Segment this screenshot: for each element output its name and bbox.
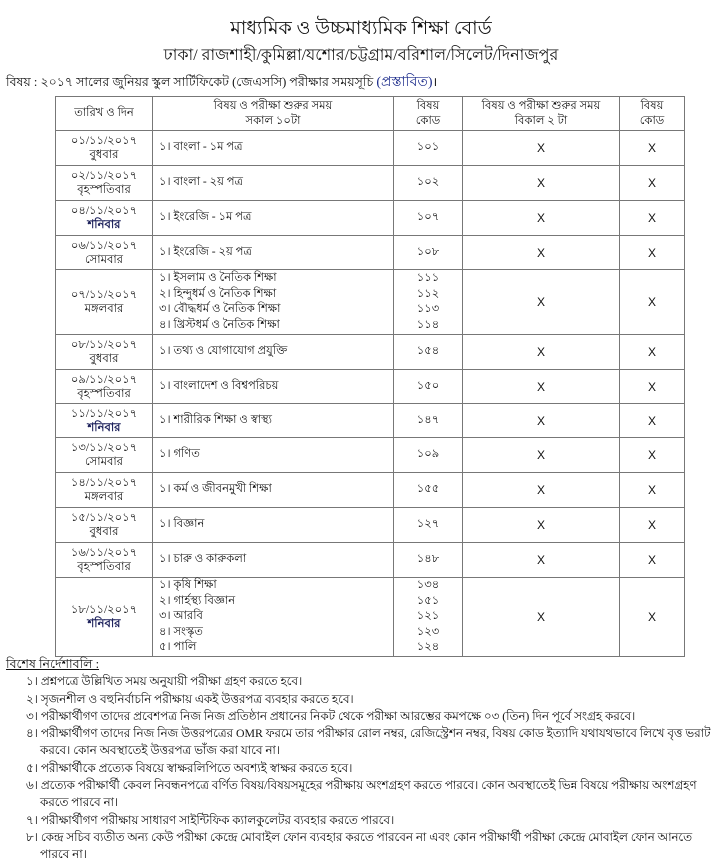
header-code: [394, 97, 463, 131]
subject-cell: [153, 473, 394, 508]
subject-name: ৫। পালি: [159, 641, 197, 653]
instruction-item: ৮। কেন্দ্র সচিব ব্যতীত অন্য কেউ পরীক্ষা কেন্দ্রে মোবাইল ফোন ব্যবহার করতে পারবেন না এবং কোন পরীক্ষার্থী পরীক্ষা কেন্দ্রে মোবাইল ফোন আনতে পারবে না।: [26, 829, 692, 862]
table-row: [56, 438, 685, 473]
date-cell: [56, 473, 153, 508]
subject-code: ১০১: [416, 141, 440, 154]
code-cell: [394, 201, 463, 236]
table-row: [56, 370, 685, 404]
subject-code: ১২৪: [416, 641, 440, 653]
code-cell: [394, 578, 463, 657]
afternoon-code-cell: X: [620, 270, 685, 335]
table-row: [56, 508, 685, 543]
subject-text: বিষয় : ২০১৭ সালের জুনিয়র স্কুল সার্টিফিকেট (জেএসসি) পরীক্ষার সময়সূচি: [6, 75, 377, 89]
subject-code: ১২১: [416, 610, 440, 622]
weekday: শনিবার: [87, 617, 121, 630]
subject-cell: [153, 236, 394, 270]
instructions-list: [6, 673, 718, 863]
document-subject: [6, 70, 437, 94]
subject-name: ১। ইংরেজি - ১ম পত্র: [159, 211, 252, 224]
subject-code: ১০৭: [416, 211, 440, 224]
header-afternoon-line1: বিষয় ও পরীক্ষা শুরুর সময়: [481, 99, 601, 112]
afternoon-cell: X: [463, 335, 620, 370]
afternoon-cell: X: [463, 370, 620, 404]
code-cell: [394, 166, 463, 201]
date: ০৪/১১/২০১৭: [70, 205, 138, 217]
date: ১১/১১/২০১৭: [70, 407, 138, 420]
afternoon-code-cell: X: [620, 370, 685, 404]
subject-name: ১। শারীরিক শিক্ষা ও স্বাস্থ্য: [159, 413, 272, 426]
subject-cell: [153, 370, 394, 404]
table-row: [56, 270, 685, 335]
afternoon-cell: X: [463, 201, 620, 236]
header-code2-line1: বিষয়: [640, 99, 664, 112]
subject-name: ১। ইংরেজি - ২য় পত্র: [159, 245, 252, 258]
subject-cell: [153, 201, 394, 236]
subject-code: ১০২: [416, 176, 440, 189]
code-cell: [394, 236, 463, 270]
subject-cell: [153, 131, 394, 166]
date: ১৮/১১/২০১৭: [70, 603, 138, 616]
table-row: [56, 335, 685, 370]
date: ১৪/১১/২০১৭: [70, 477, 138, 489]
table-row: [56, 236, 685, 270]
weekday: বুধবার: [89, 149, 119, 161]
date-cell: [56, 578, 153, 657]
subject-name: ১। তথ্য ও যোগাযোগ প্রযুক্তি: [159, 345, 288, 358]
header-code-line1: বিষয়: [416, 99, 440, 112]
weekday: বৃহস্পতিবার: [77, 387, 131, 400]
header-code2-line2: কোড: [639, 114, 665, 127]
weekday: বৃহস্পতিবার: [77, 561, 131, 573]
date-cell: [56, 543, 153, 578]
afternoon-code-cell: X: [620, 166, 685, 201]
weekday: সোমবার: [84, 456, 124, 468]
date-cell: [56, 370, 153, 404]
subject-cell: [153, 508, 394, 543]
header-code-line2: কোড: [415, 114, 441, 127]
subject-code: ১১৩: [416, 303, 440, 315]
subject-code: ১৪৮: [416, 553, 440, 566]
weekday: বুধবার: [89, 353, 119, 365]
instructions-title: বিশেষ নির্দেশাবলি :: [6, 657, 100, 671]
proposed-label: (প্রস্তাবিত): [376, 75, 433, 90]
subject-name: ১। বাংলা - ২য় পত্র: [159, 176, 244, 189]
subject-cell: [153, 335, 394, 370]
subject-name: ১। গণিত: [159, 448, 200, 461]
instruction-item: ৩। পরীক্ষার্থীগণ তাদের প্রবেশপত্র নিজ নিজ প্রতিষ্ঠান প্রধানের নিকট থেকে পরীক্ষা আরম্ভের কমপক্ষে ০৩ (তিন) দিন পূর্বে সংগ্রহ করবে।: [26, 708, 636, 723]
table-header-row: [56, 97, 685, 131]
date: ০৬/১১/২০১৭: [70, 239, 138, 252]
date-cell: [56, 508, 153, 543]
weekday: মঙ্গলবার: [84, 303, 124, 315]
afternoon-cell: X: [463, 131, 620, 166]
date-cell: [56, 201, 153, 236]
subject-code: ১২৩: [416, 625, 440, 638]
weekday: সোমবার: [84, 253, 124, 266]
afternoon-cell: X: [463, 508, 620, 543]
instruction-item: ৫। পরীক্ষার্থীকে প্রত্যেক বিষয়ে স্বাক্ষরলিপিতে অবশ্যই স্বাক্ষর করতে হবে।: [26, 760, 353, 775]
subject-name: ১। ইসলাম ও নৈতিক শিক্ষা: [159, 272, 277, 284]
header-morning: [153, 97, 394, 131]
date: ০১/১১/২০১৭: [70, 135, 138, 147]
date: ০২/১১/২০১৭: [70, 170, 138, 182]
subject-name: ৪। খ্রিস্টধর্ম ও নৈতিক শিক্ষা: [159, 318, 280, 331]
subject-end: ।: [432, 75, 438, 89]
subject-name: ১। কর্ম ও জীবনমুখী শিক্ষা: [159, 483, 272, 496]
header-morning-line1: বিষয় ও পরীক্ষা শুরুর সময়: [213, 99, 333, 112]
header-code-2: [620, 97, 685, 131]
subject-cell: [153, 438, 394, 473]
afternoon-cell: X: [463, 473, 620, 508]
subject-code: ১০৯: [416, 448, 440, 461]
date: ০৮/১১/২০১৭: [70, 339, 138, 351]
afternoon-code-cell: X: [620, 335, 685, 370]
subject-name: ১। কৃষি শিক্ষা: [159, 579, 217, 591]
date-cell: [56, 270, 153, 335]
subject-cell: [153, 578, 394, 657]
subject-code: ১৪৭: [416, 413, 440, 426]
code-cell: [394, 473, 463, 508]
instruction-item: ১। প্রশ্নপত্রে উল্লিখিত সময় অনুযায়ী পরীক্ষা গ্রহণ করতে হবে।: [26, 674, 303, 689]
subject-name: ২। গার্হস্থ্য বিজ্ঞান: [159, 594, 236, 607]
weekday: শনিবার: [87, 219, 121, 231]
header-afternoon-line2: বিকাল ২ টা: [514, 114, 568, 127]
afternoon-code-cell: X: [620, 404, 685, 438]
subject-name: ১। বাংলা - ১ম পত্র: [159, 141, 243, 154]
date-cell: [56, 404, 153, 438]
subject-cell: [153, 166, 394, 201]
table-row: [56, 201, 685, 236]
header-date: তারিখ ও দিন: [56, 97, 153, 131]
instruction-item: ৭। পরীক্ষার্থীগণ পরীক্ষায় সাধারণ সাইন্টিফিক ক্যালকুলেটর ব্যবহার করতে পারবে।: [26, 812, 395, 827]
afternoon-code-cell: X: [620, 543, 685, 578]
afternoon-cell: X: [463, 578, 620, 657]
weekday: বুধবার: [89, 526, 119, 538]
table-row: [56, 543, 685, 578]
code-cell: [394, 335, 463, 370]
date: ১৫/১১/২০১৭: [70, 512, 138, 524]
date-cell: [56, 438, 153, 473]
afternoon-code-cell: X: [620, 236, 685, 270]
code-cell: [394, 404, 463, 438]
afternoon-code-cell: X: [620, 473, 685, 508]
board-cities: ঢাকা/ রাজশাহী/কুমিল্লা/যশোর/চট্টগ্রাম/বরিশাল/সিলেট/দিনাজপুর: [163, 47, 559, 64]
board-title: মাধ্যমিক ও উচ্চমাধ্যমিক শিক্ষা বোর্ড: [230, 18, 492, 39]
afternoon-cell: X: [463, 404, 620, 438]
subject-name: ২। হিন্দুধর্ম ও নৈতিক শিক্ষা: [159, 287, 277, 300]
date-cell: [56, 166, 153, 201]
date: ১৩/১১/২০১৭: [70, 442, 138, 454]
subject-code: ১১২: [416, 287, 440, 300]
instruction-item: ৬। প্রত্যেক পরীক্ষার্থী কেবল নিবন্ধনপত্রে বর্ণিত বিষয়/বিষয়সমূহের পরীক্ষায় অংশগ্রহণ করতে পারবে। কোন অবস্থাতেই ভিন্ন বিষয়ে পরীক্ষায় অংশগ্রহণ করতে পারবে না।: [26, 778, 697, 810]
date: ০৭/১১/২০১৭: [70, 289, 138, 301]
header-morning-line2: সকাল ১০টা: [245, 114, 301, 127]
header-afternoon: [463, 97, 620, 131]
date-cell: [56, 335, 153, 370]
subject-code: ১৫০: [416, 379, 440, 392]
table-row: [56, 131, 685, 166]
subject-code: ১১১: [416, 272, 440, 284]
subject-name: ৪। সংস্কৃত: [159, 625, 203, 638]
date: ১৬/১১/২০১৭: [70, 547, 138, 559]
afternoon-code-cell: X: [620, 131, 685, 166]
afternoon-cell: X: [463, 543, 620, 578]
subject-name: ৩। আরবি: [159, 610, 203, 622]
subject-cell: [153, 543, 394, 578]
code-cell: [394, 131, 463, 166]
code-cell: [394, 270, 463, 335]
weekday: মঙ্গলবার: [84, 491, 124, 503]
date-cell: [56, 236, 153, 270]
table-row: [56, 473, 685, 508]
afternoon-code-cell: X: [620, 201, 685, 236]
subject-code: ১২৭: [416, 518, 440, 531]
subject-code: ১১৪: [416, 318, 440, 331]
afternoon-cell: X: [463, 166, 620, 201]
instruction-item: ২। সৃজনশীল ও বহুনির্বাচনি পরীক্ষায় একই উত্তরপত্র ব্যবহার করতে হবে।: [26, 691, 354, 706]
code-cell: [394, 370, 463, 404]
afternoon-code-cell: X: [620, 578, 685, 657]
code-cell: [394, 543, 463, 578]
code-cell: [394, 508, 463, 543]
afternoon-cell: X: [463, 270, 620, 335]
subject-cell: [153, 404, 394, 438]
subject-name: ৩। বৌদ্ধধর্ম ও নৈতিক শিক্ষা: [159, 303, 281, 315]
weekday: বৃহস্পতিবার: [77, 184, 131, 196]
afternoon-cell: X: [463, 236, 620, 270]
afternoon-cell: X: [463, 438, 620, 473]
exam-schedule-table: [55, 96, 685, 657]
subject-name: ১। বাংলাদেশ ও বিশ্বপরিচয়: [159, 379, 279, 392]
subject-code: ১৫১: [416, 594, 440, 607]
weekday: শনিবার: [87, 421, 121, 434]
subject-code: ১৫৫: [416, 483, 440, 496]
instruction-item: ৪। পরীক্ষার্থীগণ তাদের নিজ নিজ উত্তরপত্রের OMR ফরমে তার পরীক্ষার রোল নম্বর, রেজিস্ট্রেশন নম্বর, বিষয় কোড ইত্যাদি যথাযথভাবে লিখে বৃত্ত ভরাট করবে। কোন অবস্থাতেই উত্তরপত্র ভাঁজ করা যাবে না।: [26, 726, 711, 758]
afternoon-code-cell: X: [620, 438, 685, 473]
subject-code: ১০৮: [416, 245, 440, 258]
table-row: [56, 166, 685, 201]
code-cell: [394, 438, 463, 473]
table-row: [56, 404, 685, 438]
subject-code: ১৫৪: [416, 345, 440, 358]
subject-code: ১৩৪: [416, 579, 440, 591]
date-cell: [56, 131, 153, 166]
date: ০৯/১১/২০১৭: [70, 373, 138, 386]
subject-name: ১। বিজ্ঞান: [159, 518, 205, 531]
special-instructions: [6, 656, 718, 864]
subject-name: ১। চারু ও কারুকলা: [159, 553, 247, 566]
table-row: [56, 578, 685, 657]
afternoon-code-cell: X: [620, 508, 685, 543]
subject-cell: [153, 270, 394, 335]
